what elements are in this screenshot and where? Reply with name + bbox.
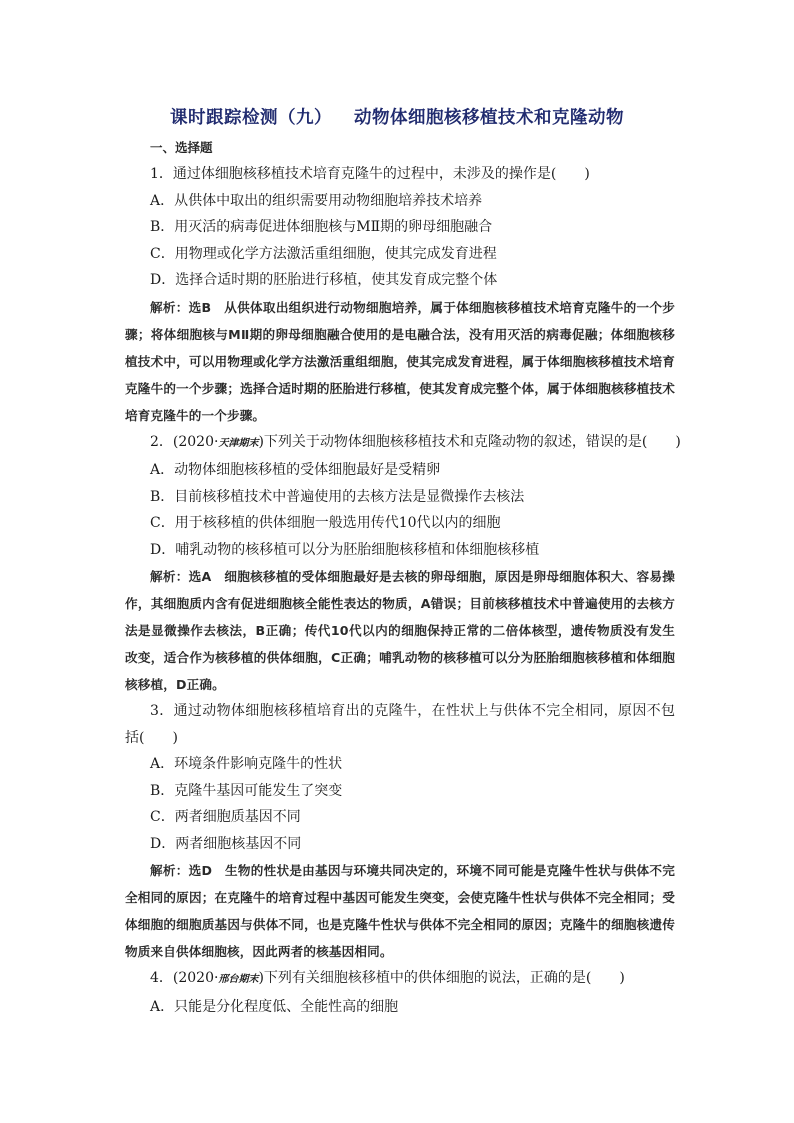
question-3-option-d: D．两者细胞核基因不同 [150, 835, 302, 852]
question-2-stem [125, 429, 681, 458]
page-title [0, 104, 794, 129]
question-1-analysis: 解析：选B 从供体取出组织进行动物细胞培养，属于体细胞核移植技术培育克隆牛的一个步骤；将体细胞核与MⅡ期的卵母细胞融合使用的是电融合法，没有用灭活的病毒促融；体细胞核移植技术中，可以用物理或化学方法激活重组细胞，使其完成发育进程，属于体细胞核移植技术培育克隆牛的一个步骤；选择合适时期的胚胎进行移植，使其发育成完整个体，属于体细胞核移植技术培育克隆牛的一个步骤。 [125, 299, 675, 423]
question-2-source: 天津期末 [218, 437, 259, 449]
question-1-stem: 1．通过体细胞核移植技术培育克隆牛的过程中，未涉及的操作是( ) [150, 166, 590, 182]
question-2-stem-prefix: 2．(2020· [150, 433, 219, 450]
title-part-2: 动物体细胞核移植技术和克隆动物 [354, 108, 624, 128]
question-1-option-c: C．用物理或化学方法激活重组细胞，使其完成发育进程 [150, 245, 497, 262]
question-2-option-c: C．用于核移植的供体细胞一般选用传代10代以内的细胞 [150, 515, 501, 531]
question-3-stem: 3．通过动物体细胞核移植培育出的克隆牛，在性状上与供体不完全相同，原因不包括( ) [125, 703, 675, 746]
question-4-stem [125, 965, 675, 994]
question-4-option-a: A．只能是分化程度低、全能性高的细胞 [150, 998, 399, 1015]
question-2-option-d: D．哺乳动物的核移植可以分为胚胎细胞核移植和体细胞核移植 [150, 541, 540, 558]
question-1-option-d: D．选择合适时期的胚胎进行移植，使其发育成完整个体 [150, 272, 498, 288]
question-2-option-a: A．动物体细胞核移植的受体细胞最好是受精卵 [150, 462, 441, 478]
question-1-option-b: B．用灭活的病毒促进体细胞核与MⅡ期的卵母细胞融合 [150, 219, 493, 235]
title-part-1: 课时跟踪检测（九） [170, 108, 332, 128]
section-heading: 一、选择题 [150, 140, 213, 155]
question-4-stem-suffix: )下列有关细胞核移植中的供体细胞的说法，正确的是( ) [258, 970, 625, 986]
question-2-analysis: 解析：选A 细胞核移植的受体细胞最好是去核的卵母细胞，原因是卵母细胞体积大、容易操作，其细胞质内含有促进细胞核全能性表达的物质，A错误；目前核移植技术中普遍使用的去核方法是显微操作去核法，B正确；传代10代以内的细胞保持正常的二倍体核型，遗传物质没有发生改变，适合作为核移植的供体细胞，C正确；哺乳动物的核移植可以分为胚胎细胞核移植和体细胞核移植，D正确。 [125, 569, 675, 692]
question-3-option-c: C．两者细胞质基因不同 [150, 809, 301, 825]
question-3-option-a: A．环境条件影响克隆牛的性状 [150, 756, 343, 772]
question-3-analysis: 解析：选D 生物的性状是由基因与环境共同决定的，环境不同可能是克隆牛性状与供体不完全相同的原因；在克隆牛的培育过程中基因可能发生突变，会使克隆牛性状与供体不完全相同；受体细胞的细胞质基因与供体不同，也是克隆牛性状与供体不完全相同的原因；克隆牛的细胞核遗传物质来自供体细胞核，因此两者的核基因相同。 [125, 863, 675, 959]
question-2-option-b: B．目前核移植技术中普遍使用的去核方法是显微操作去核法 [150, 488, 525, 505]
question-list [125, 161, 681, 1020]
question-2-stem-suffix: )下列关于动物体细胞核移植技术和克隆动物的叙述，错误的是( ) [258, 433, 681, 450]
question-4-stem-prefix: 4．(2020· [150, 970, 219, 986]
question-4-source: 邢台期末 [218, 974, 259, 985]
question-3-option-b: B．克隆牛基因可能发生了突变 [150, 782, 343, 799]
question-1-option-a: A．从供体中取出的组织需要用动物细胞培养技术培养 [150, 192, 483, 209]
